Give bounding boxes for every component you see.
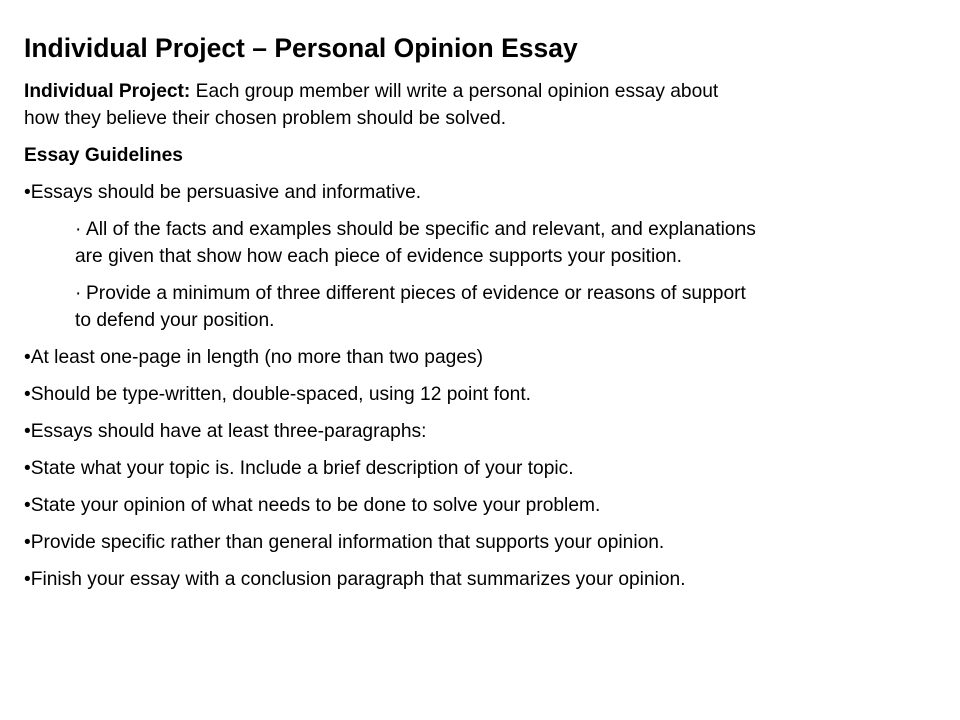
page-title: Individual Project – Personal Opinion Essay [24, 33, 578, 63]
list-item [24, 179, 936, 206]
list-item-text: Finish your essay with a conclusion paragraph that summarizes your opinion. [30, 569, 686, 590]
bullet-icon: • [24, 384, 31, 405]
slide-content [24, 28, 936, 720]
bullet-icon: • [24, 421, 31, 442]
list-item-text: Essays should have at least three-paragraphs: [30, 421, 427, 442]
list-item-text: Should be type-written, double-spaced, using 12 point font. [30, 384, 531, 405]
bullet-icon: • [24, 569, 31, 590]
bullet-icon: • [24, 458, 31, 479]
bullet-icon: • [24, 182, 31, 203]
guidelines-heading: Essay Guidelines [24, 145, 183, 166]
sub-list-item-text-line1: All of the facts and examples should be specific and relevant, and explanations [86, 219, 756, 240]
bullet-icon: • [24, 495, 31, 516]
bullet-icon: • [24, 347, 31, 368]
sub-bullet-icon: · [75, 219, 82, 240]
list-item-text: At least one-page in length (no more than two pages) [30, 347, 483, 368]
list-item [24, 492, 936, 519]
sub-list-item-text-line2: to defend your position. [75, 310, 275, 331]
list-item [24, 529, 936, 556]
intro-text-line2: how they believe their chosen problem should be solved. [24, 108, 507, 129]
sub-list-item-text-line2: are given that show how each piece of evidence supports your position. [75, 246, 682, 267]
bullet-icon: • [24, 532, 31, 553]
list-item-text: State what your topic is. Include a brief description of your topic. [30, 458, 574, 479]
sub-list-item [24, 280, 936, 334]
list-item [24, 566, 936, 593]
intro-paragraph [24, 78, 936, 132]
intro-label: Individual Project: [24, 81, 191, 102]
list-item [24, 344, 936, 371]
sub-list-item [24, 216, 936, 270]
list-item-text: Essays should be persuasive and informative. [30, 182, 422, 203]
list-item [24, 381, 936, 408]
intro-text-line1: Each group member will write a personal opinion essay about [190, 81, 719, 102]
list-item-text: State your opinion of what needs to be done to solve your problem. [30, 495, 601, 516]
list-item [24, 455, 936, 482]
sub-bullet-icon: · [75, 283, 82, 304]
sub-list-item-text-line1: Provide a minimum of three different pieces of evidence or reasons of support [86, 283, 746, 304]
list-item [24, 418, 936, 445]
list-item-text: Provide specific rather than general information that supports your opinion. [30, 532, 665, 553]
